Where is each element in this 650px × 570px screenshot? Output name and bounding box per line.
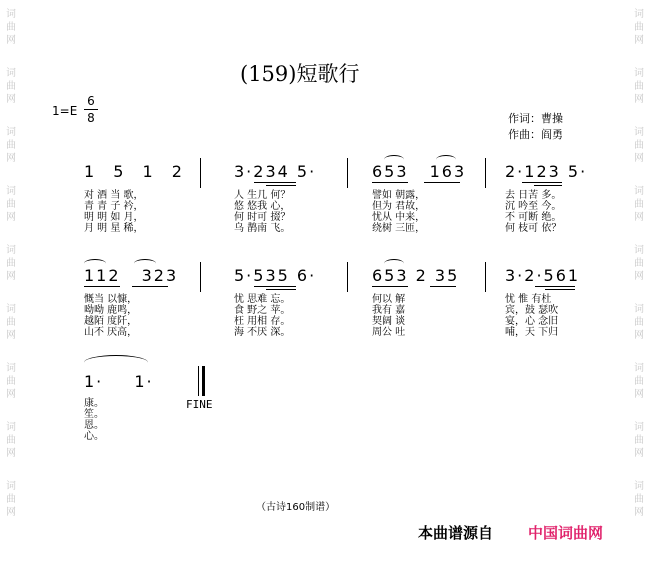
time-signature-bottom: 8 xyxy=(87,111,95,125)
measure-notes: 2·123 5· xyxy=(505,162,588,181)
barline xyxy=(200,262,201,292)
underline xyxy=(545,289,575,290)
final-barline-thin xyxy=(198,366,199,396)
measure-notes: 1 5 1 2 xyxy=(84,162,184,181)
measure-notes: 3·2·561 xyxy=(505,266,581,285)
key-signature: 1=E xyxy=(52,104,78,118)
underline xyxy=(132,286,168,287)
time-signature-top: 6 xyxy=(87,94,95,108)
lyric-block: 何以 解 我有 嘉 契阔 谈 周公 吐 xyxy=(372,294,406,338)
composer-credit: 作曲：阎勇 xyxy=(508,128,563,141)
lyric-block: 忧 思难 忘。 食 野之 苹。 枉 用相 存。 海 不厌 深。 xyxy=(234,294,291,338)
lyric-block: 慨当 以慷， 呦呦 鹿鸣， 越陌 度阡， 山不 厌高， xyxy=(84,294,138,338)
score-title: (159)短歌行 xyxy=(240,62,360,86)
measure-notes: 653 163 xyxy=(372,162,467,181)
underline xyxy=(84,286,120,287)
lyric-block: 忧 惟 有杜 宾，鼓 瑟吹 宴，心 念旧 哺，天 下归 xyxy=(505,294,559,338)
measure-notes: 1· 1· xyxy=(84,372,154,391)
underline xyxy=(254,286,296,287)
source-label: 本曲谱源自 xyxy=(418,524,494,542)
underline xyxy=(430,286,456,287)
slur xyxy=(84,259,106,268)
source-site-link[interactable]: 中国词曲网 xyxy=(528,524,604,542)
lyric-block: 去 日苦 多。 沉 吟至 今。 不 可断 绝。 何 枝可 依？ xyxy=(505,190,562,234)
lyric-block: 譬如 朝露， 但为 君故， 忧从 中来， 绕树 三匝， xyxy=(372,190,426,234)
lyric-block: 人 生几 何？ 悠 悠我 心， 何 时可 掇？ 乌 鹊南 飞。 xyxy=(234,190,291,234)
lyric-block: 对 酒 当 歌， 青 青 子 衿， 明 明 如 月， 月 明 星 稀， xyxy=(84,190,144,234)
lyricist-credit: 作词：曹操 xyxy=(508,112,563,125)
slur xyxy=(436,155,456,164)
underline xyxy=(266,289,296,290)
barline xyxy=(485,262,486,292)
underline xyxy=(535,286,575,287)
slur xyxy=(84,355,148,370)
time-signature xyxy=(84,94,98,125)
fine-marking: FINE xyxy=(186,398,213,411)
score-note: （古诗160制谱） xyxy=(256,502,336,513)
underline xyxy=(254,182,296,183)
slur xyxy=(134,259,156,268)
watermark-right: 词 曲 网 词 曲 网 词 曲 网 词 曲 网 词 曲 网 词 曲 网 词 曲 网 词 曲 网 词 曲 网 xyxy=(634,9,644,518)
final-barline-thick xyxy=(202,366,205,396)
underline xyxy=(372,286,408,287)
barline xyxy=(347,262,348,292)
barline xyxy=(347,158,348,188)
slur xyxy=(384,259,404,268)
underline xyxy=(534,185,562,186)
barline xyxy=(200,158,201,188)
underline xyxy=(372,182,408,183)
watermark-left: 词 曲 网 词 曲 网 词 曲 网 词 曲 网 词 曲 网 词 曲 网 词 曲 网 词 曲 网 词 曲 网 xyxy=(6,9,16,518)
lyric-block: 康。 笙。 恩。 心。 xyxy=(84,398,104,442)
barline xyxy=(485,158,486,188)
underline xyxy=(266,185,296,186)
measure-notes: 3·234 5· xyxy=(234,162,317,181)
slur xyxy=(384,155,404,164)
measure-notes: 112 323 xyxy=(84,266,179,285)
measure-notes: 5·535 6· xyxy=(234,266,317,285)
underline xyxy=(424,182,460,183)
underline xyxy=(522,182,562,183)
measure-notes: 653 2 35 xyxy=(372,266,460,285)
